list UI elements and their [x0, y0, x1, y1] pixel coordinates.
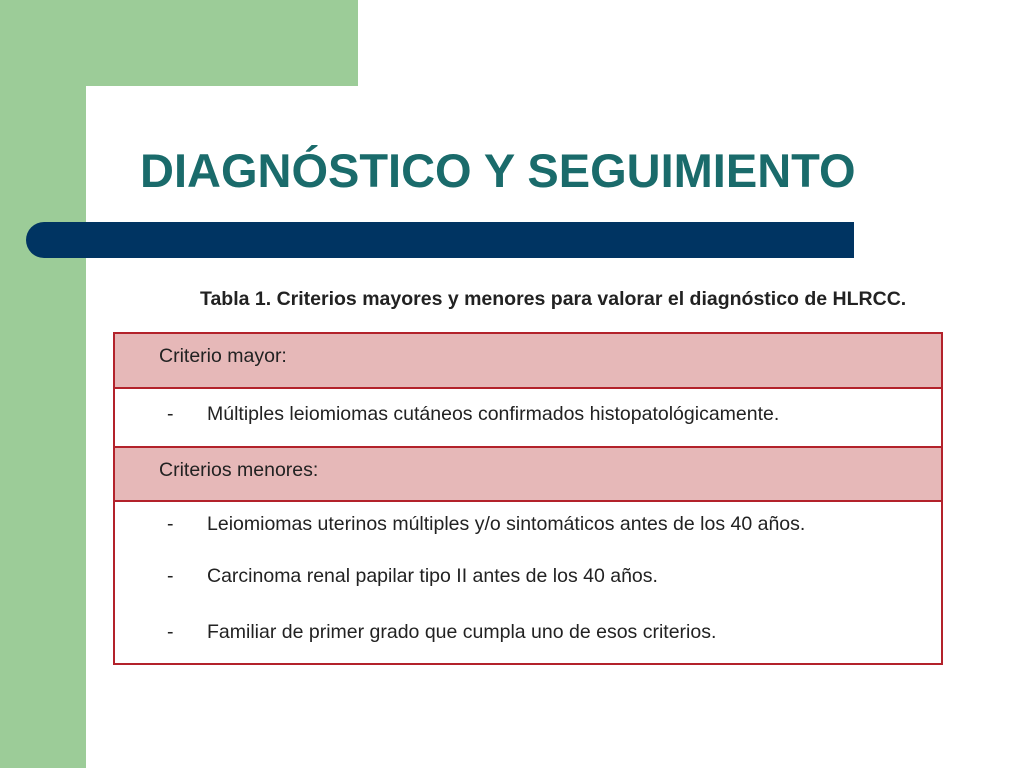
minor-criteria-item [115, 617, 941, 649]
criteria-item-text: Familiar de primer grado que cumpla uno de esos criterios. [207, 621, 717, 643]
bullet-dash: - [167, 513, 174, 535]
criteria-table [113, 332, 943, 665]
minor-criteria-label: Criterios menores: [159, 459, 319, 481]
major-criteria-item [115, 399, 941, 431]
criteria-item-text: Múltiples leiomiomas cutáneos confirmados histopatológicamente. [207, 403, 780, 425]
bullet-dash: - [167, 621, 174, 643]
major-criteria-header [115, 334, 941, 389]
slide-title: DIAGNÓSTICO Y SEGUIMIENTO [140, 144, 856, 197]
bullet-dash: - [167, 403, 174, 425]
major-criteria-label: Criterio mayor: [159, 345, 287, 367]
minor-criteria-item [115, 509, 941, 541]
background-green-left [0, 0, 86, 768]
criteria-item-text: Carcinoma renal papilar tipo II antes de los 40 años. [207, 565, 658, 587]
minor-criteria-item [115, 561, 941, 593]
criteria-item-text: Leiomiomas uterinos múltiples y/o sintomáticos antes de los 40 años. [207, 513, 806, 535]
minor-criteria-header [115, 446, 941, 502]
table-caption: Tabla 1. Criterios mayores y menores para valorar el diagnóstico de HLRCC. [200, 288, 907, 310]
title-underline-bar [26, 222, 854, 258]
bullet-dash: - [167, 565, 174, 587]
